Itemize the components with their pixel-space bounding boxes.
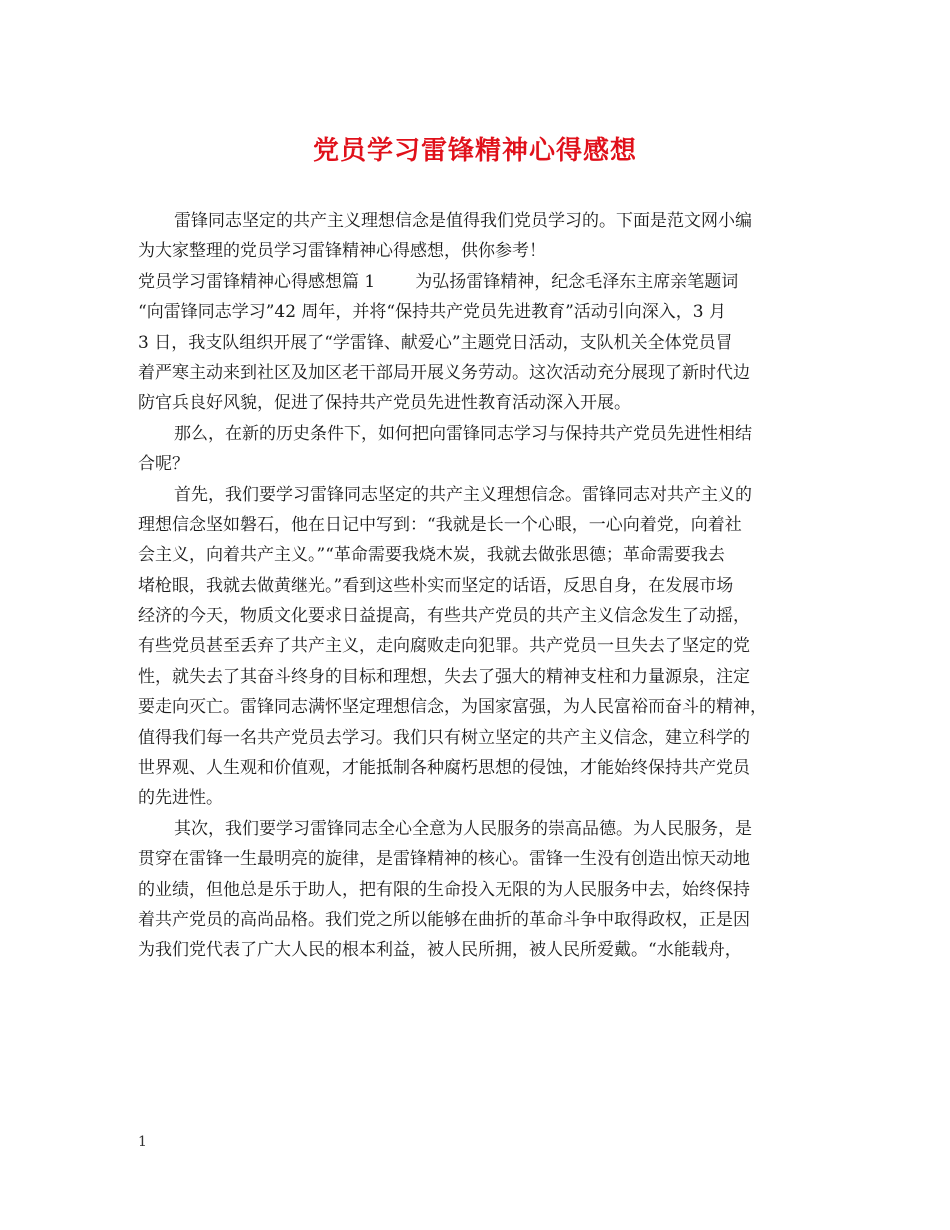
text-line: 贯穿在雷锋一生最明亮的旋律，是雷锋精神的核心。雷锋一生没有创造出惊天动地 xyxy=(138,849,750,870)
text-line: 性，就失去了其奋斗终身的目标和理想，失去了强大的精神支柱和力量源泉，注定 xyxy=(138,666,750,687)
text-line: 为我们党代表了广大人民的根本利益，被人民所拥，被人民所爱戴。“水能载舟， xyxy=(138,940,742,961)
text-line: 3 日，我支队组织开展了“学雷锋、献爱心”主题党日活动，支队机关全体党员冒 xyxy=(138,332,733,353)
intro-paragraph xyxy=(138,206,820,267)
text-line: 世界观、人生观和价值观，才能抵制各种腐朽思想的侵蚀，才能始终保持共产党员 xyxy=(138,758,750,779)
text-line: 为大家整理的党员学习雷锋精神心得感想，供你参考！ xyxy=(138,241,546,262)
page-number: 1 xyxy=(138,1134,147,1150)
paragraph-4 xyxy=(138,814,820,966)
text-line: 的业绩，但他总是乐于助人，把有限的生命投入无限的为人民服务中去，始终保持 xyxy=(138,879,750,900)
text-line: 要走向灭亡。雷锋同志满怀坚定理想信念，为国家富强，为人民富裕而奋斗的精神， xyxy=(138,697,767,718)
text-line: 着共产党员的高尚品格。我们党之所以能够在曲折的革命斗争中取得政权，正是因 xyxy=(138,909,750,930)
section-paragraph xyxy=(138,267,820,419)
section-first-line: 为弘扬雷锋精神，纪念毛泽东主席亲笔题词 xyxy=(415,271,739,292)
text-line: 理想信念坚如磐石，他在日记中写到：“我就是长一个心眼，一心向着党，向着社 xyxy=(138,514,742,535)
text-line: 着严寒主动来到社区及加区老干部局开展义务劳动。这次活动充分展现了新时代边 xyxy=(138,362,750,383)
paragraph-2 xyxy=(138,419,820,480)
text-line: 合呢？ xyxy=(138,454,189,475)
document-body xyxy=(138,206,820,966)
text-line: 值得我们每一名共产党员去学习。我们只有树立坚定的共产主义信念，建立科学的 xyxy=(138,727,750,748)
text-line xyxy=(138,267,820,297)
text-line: 雷锋同志坚定的共产主义理想信念是值得我们党员学习的。下面是范文网小编 xyxy=(174,211,752,231)
text-line: 首先，我们要学习雷锋同志坚定的共产主义理想信念。雷锋同志对共产主义的 xyxy=(174,484,752,505)
document-title: 党员学习雷锋精神心得感想 xyxy=(312,136,637,166)
text-line: 经济的今天，物质文化要求日益提高，有些共产党员的共产主义信念发生了动摇， xyxy=(138,606,750,627)
text-line: 其次，我们要学习雷锋同志全心全意为人民服务的崇高品德。为人民服务，是 xyxy=(174,818,752,839)
text-line: 会主义，向着共产主义。”“革命需要我烧木炭，我就去做张思德；革命需要我去 xyxy=(138,545,725,566)
text-line: 有些党员甚至丢弃了共产主义，走向腐败走向犯罪。共产党员一旦失去了坚定的党 xyxy=(138,636,750,657)
text-line: 防官兵良好风貌，促进了保持共产党员先进性教育活动深入开展。 xyxy=(138,393,631,414)
text-line: “向雷锋同志学习”42 周年，并将“保持共产党员先进教育”活动引向深入，3 月 xyxy=(138,302,727,323)
text-line: 那么，在新的历史条件下，如何把向雷锋同志学习与保持共产党员先进性相结 xyxy=(174,423,752,444)
text-line: 的先进性。 xyxy=(138,788,223,809)
section-heading: 党员学习雷锋精神心得感想篇 1 xyxy=(138,271,376,292)
text-line: 堵枪眼，我就去做黄继光。”看到这些朴实而坚定的话语，反思自身，在发展市场 xyxy=(138,575,734,596)
paragraph-3 xyxy=(138,480,820,814)
